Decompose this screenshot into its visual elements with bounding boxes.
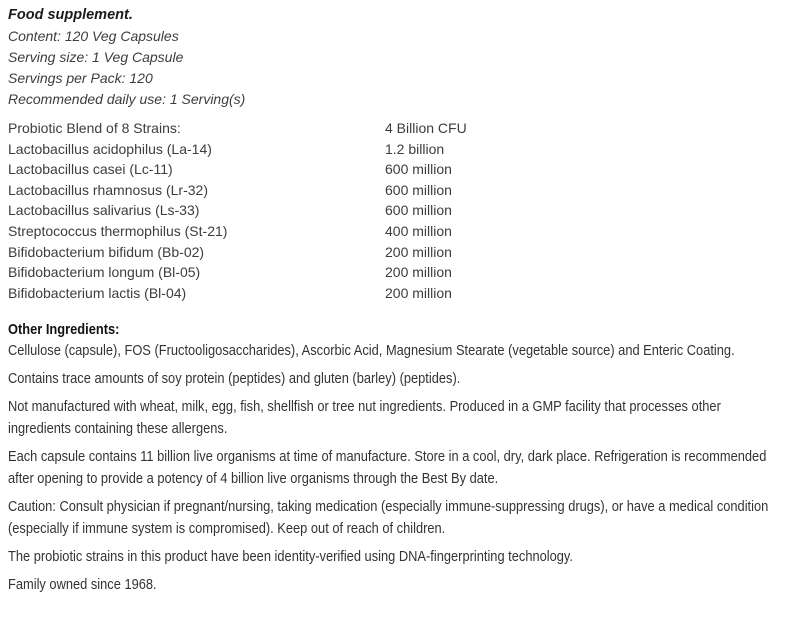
ingredient-amount: 400 million	[385, 222, 452, 239]
meta-line: Serving size: 1 Veg Capsule	[8, 49, 184, 65]
table-row	[8, 283, 782, 304]
ingredient-amount: 200 million	[385, 284, 452, 301]
other-ingredients-heading: Other Ingredients:	[8, 321, 120, 339]
meta-lines	[8, 26, 782, 110]
supplement-facts-table	[8, 118, 782, 303]
ingredient-name: Bifidobacterium lactis (Bl-04)	[8, 284, 187, 301]
ingredient-name: Lactobacillus casei (Lc-11)	[8, 161, 173, 178]
table-row	[8, 118, 782, 139]
ingredient-name: Lactobacillus rhamnosus (Lr-32)	[8, 181, 208, 198]
meta-line: Servings per Pack: 120	[8, 70, 153, 86]
info-paragraph: Not manufactured with wheat, milk, egg, fish, shellfish or tree nut ingredients. Produced in a GMP facility that processes other ingredients containing these allergens.	[8, 398, 721, 438]
table-row	[8, 221, 782, 242]
other-ingredients-body: Cellulose (capsule), FOS (Fructooligosaccharides), Ascorbic Acid, Magnesium Stearate (vegetable source) and Enteric Coating.	[8, 342, 735, 360]
ingredient-name: Lactobacillus salivarius (Ls-33)	[8, 202, 200, 219]
info-paragraph: Family owned since 1968.	[8, 576, 157, 594]
info-paragraph: Each capsule contains 11 billion live organisms at time of manufacture. Store in a cool, dry, dark place. Refrigeration is recommended after opening to provide a potency of 4 billion live organisms through the Best By date.	[8, 448, 767, 488]
info-paragraph: Caution: Consult physician if pregnant/nursing, taking medication (especially immune-suppressing drugs), or have a medical condition (especially if immune system is compromised). Keep out of reach of children.	[8, 498, 769, 538]
ingredient-amount: 200 million	[385, 243, 452, 260]
ingredient-amount: 1.2 billion	[385, 140, 445, 157]
table-row	[8, 139, 782, 160]
meta-line: Content: 120 Veg Capsules	[8, 28, 179, 44]
ingredient-name: Probiotic Blend of 8 Strains:	[8, 120, 181, 136]
ingredient-name: Lactobacillus acidophilus (La-14)	[8, 140, 212, 157]
document-title: Food supplement.	[8, 7, 133, 23]
info-paragraphs	[8, 368, 782, 596]
table-row	[8, 200, 782, 221]
table-row	[8, 242, 782, 263]
ingredient-name: Bifidobacterium longum (Bl-05)	[8, 264, 201, 281]
header-block	[8, 5, 782, 110]
ingredient-amount: 600 million	[385, 202, 452, 219]
ingredient-amount: 600 million	[385, 161, 452, 178]
info-paragraph: The probiotic strains in this product have been identity-verified using DNA-fingerprinting technology.	[8, 548, 573, 566]
ingredient-name: Bifidobacterium bifidum (Bb-02)	[8, 243, 205, 260]
ingredient-amount: 600 million	[385, 181, 452, 198]
table-row	[8, 180, 782, 201]
other-ingredients-section	[8, 319, 782, 362]
table-row	[8, 262, 782, 283]
meta-line: Recommended daily use: 1 Serving(s)	[8, 91, 246, 107]
table-row	[8, 159, 782, 180]
ingredient-name: Streptococcus thermophilus (St-21)	[8, 222, 228, 239]
info-paragraph: Contains trace amounts of soy protein (peptides) and gluten (barley) (peptides).	[8, 370, 461, 388]
ingredient-amount: 4 Billion CFU	[385, 120, 467, 136]
ingredient-amount: 200 million	[385, 264, 452, 281]
